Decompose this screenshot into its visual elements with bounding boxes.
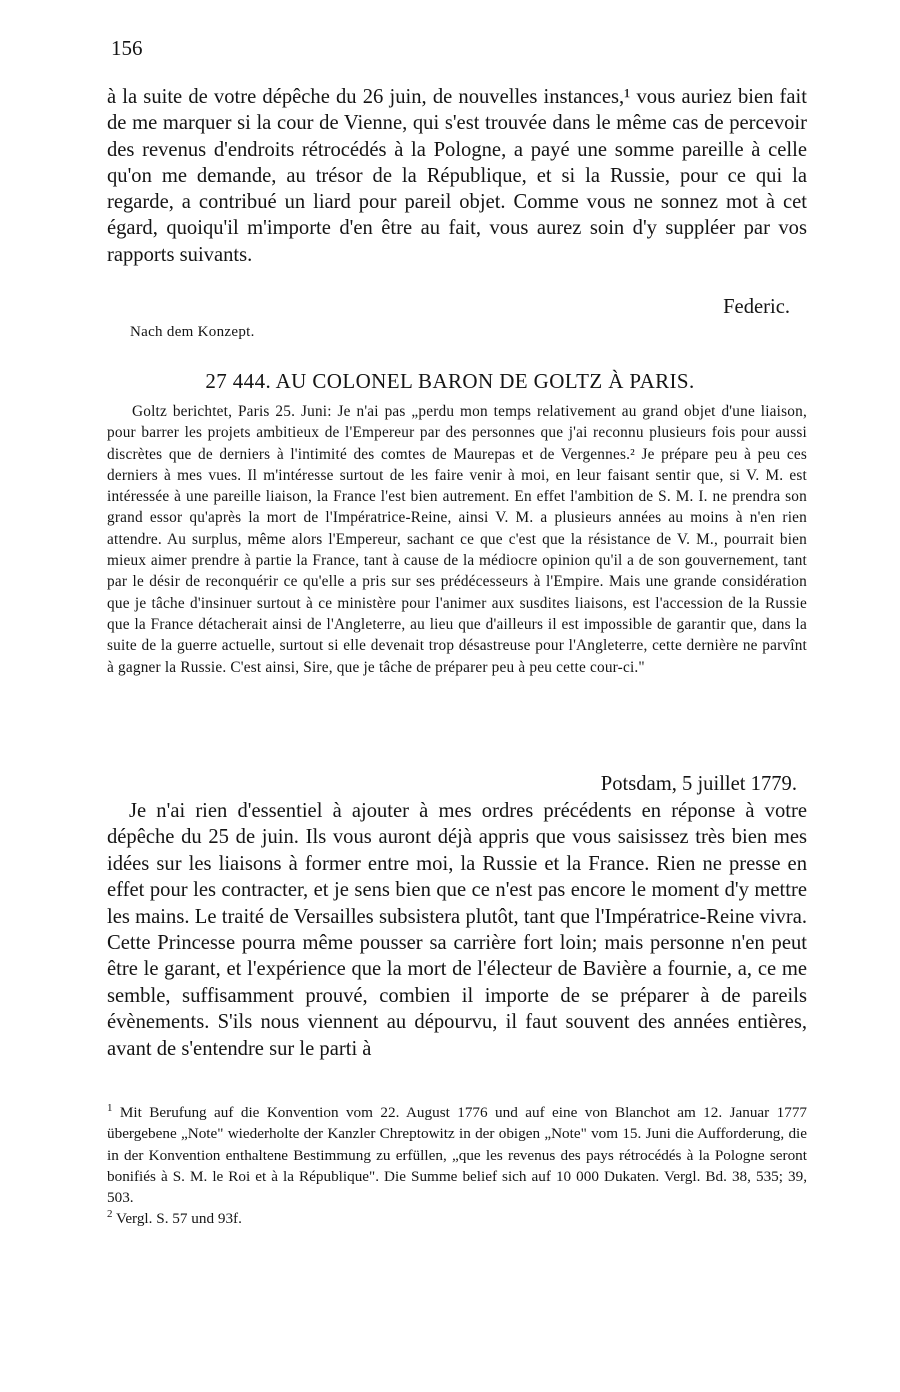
place-date: Potsdam, 5 juillet 1779. (600, 773, 797, 795)
letter-body-text: Je n'ai rien d'essentiel à ajouter à mes ordres précédents en réponse à votre dépêche du 25 de juin. Ils vous auront déjà appris que vous saisissez très bien mes idées sur les liaisons à former entre moi, la Russie et la France. Rien ne presse en effet pour les contracter, et je sens bien que ce n'est pas encore le moment d'y mettre les mains. Le traité de Versailles subsistera plutôt, tant que l'Impératrice-Reine vivra. Cette Princesse pourra même pousser sa carrière fort loin; mais personne n'en peut être le garant, et l'expérience que la mort de l'électeur de Bavière a fournie, a, ce me semble, suffisamment prouvé, combien il importe de se préparer à de pareils évènements. S'ils nous viennent au dépourvu, il faut souvent des années entières, avant de s'entendre sur le parti à (107, 800, 807, 1060)
footnote-2 (107, 1208, 807, 1229)
report-summary (107, 401, 807, 678)
page-number: 156 (111, 36, 143, 60)
footnote-marker: 2 (107, 1208, 113, 1221)
signature: Federic. (723, 296, 790, 318)
report-summary-text: Goltz berichtet, Paris 25. Juni: Je n'ai pas „perdu mon temps relativement au grand objet d'une liaison, pour barrer les projets ambitieux de l'Empereur par des personnes que j'ai reconnu plusieurs fois pour aussi discrètes que de derniers à l'intimité des comtes de Maurepas et de Vergennes.² Je prépare peu à peu ces derniers à mes vues. Il m'intéresse surtout de les faire venir à moi, en leur faisant sentir que, si V. M. est intéressée à une pareille liaison, la France l'est bien autrement. En effet l'ambition de S. M. I. ne prendra son grand essor qu'après la mort de l'Impératrice-Reine, ainsi V. M. a plusieurs années au moins à n'en rien attendre. Au surplus, même alors l'Empereur, sachant ce que c'est que la résistance de V. M., pourrait bien mieux aimer prendre à partie la France, tant à cause de la médiocre opinion qu'il a de son gouvernement, tant par le désir de reconquérir ce qu'elle a pris sur ses prédécesseurs à l'Empire. Mais une grande considération que je tâche d'insinuer surtout à ce ministère pour l'animer aux susdites liaisons, est l'accession de la Russie que la France détacherait ainsi de l'Angleterre, au lieu que d'ailleurs il est impossible de garantir que, dans la suite de la guerre actuelle, surtout si elle devenait trop désastreuse pour l'Angleterre, cette dernière ne parvînt à gagner la Russie. C'est ainsi, Sire, que je tâche de préparer peu à peu cette cour-ci." (107, 403, 807, 676)
letter-heading: 27 444. AU COLONEL BARON DE GOLTZ À PARIS. (205, 369, 695, 393)
footnote-marker: 1 (107, 1101, 113, 1114)
footnotes (107, 1102, 807, 1230)
source-note: Nach dem Konzept. (130, 324, 255, 340)
footnote-text: Mit Berufung auf die Konvention vom 22. August 1776 und auf eine von Blanchot am 12. Januar 1777 übergebene „Note" wiederholte der Kanzler Chreptowitz in der obigen „Note" vom 15. Juni die Aufforderung, die in der Konvention enthaltene Bestimmung zu erfüllen, „que les revenus des pays rétrocédés à la Pologne seront bonifiés à S. M. le Roi et à la République". Die Summe belief sich auf 10 000 Dukaten. Vergl. Bd. 38, 535; 39, 503. (107, 1104, 808, 1207)
footnote-text: Vergl. S. 57 und 93f. (116, 1210, 242, 1228)
letter-continuation (107, 84, 807, 268)
letter-body (107, 798, 807, 1062)
letter-continuation-text: à la suite de votre dépêche du 26 juin, de nouvelles instances,¹ vous auriez bien fait de me marquer si la cour de Vienne, qui s'est trouvée dans le même cas de percevoir des revenus d'endroits rétrocédés à la Pologne, a payé une somme pareille à celle qu'on me demande, au trésor de la République, et si la Russie, pour ce qui la regarde, a contribué un liard pour pareil objet. Comme vous ne sonnez mot à cet égard, quoiqu'il m'importe d'en être au fait, vous aurez soin d'y suppléer par vos rapports suivants. (107, 86, 807, 266)
footnote-1 (107, 1102, 807, 1208)
